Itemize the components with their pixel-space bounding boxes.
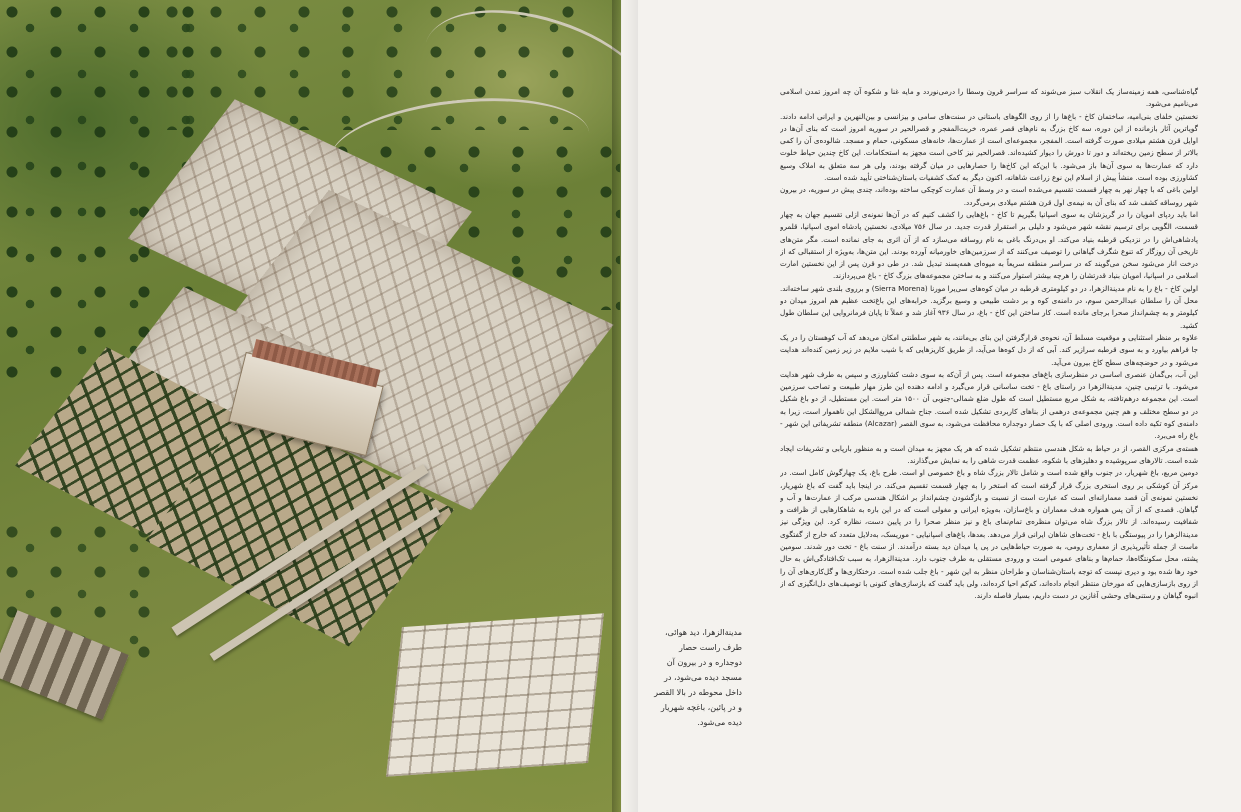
paragraph: گیاه‌شناسی، همه زمینه‌ساز یک انقلاب سبز می‌شوند که سراسر قرون وسطا را درمی‌نوردد و مایه غنا و شکوه آن چه امروز تمدن اسلامی می‌نامیم می‌شود. <box>780 87 1198 109</box>
mosque-excavation <box>386 613 604 777</box>
photo-caption: مدینة‌الزهرا، دید هوائی، طرف راست حصار دوجداره و در بیرون آن مسجد دیده می‌شود، در داخل محوطه در بالا القصر و در پائین، باغچه شهریار دیده می‌شود. <box>654 628 742 727</box>
paragraph: این آب، بی‌گمان عنصری اساسی در منظرسازی باغ‌های مجموعه است. پس از آن‌که به سوی دشت کشاورزی و سپس به طرف شهر هدایت می‌شود. با ترتیبی چنین، مدینة‌الزهرا در راستای باغ - تخت ساسانی قرار می‌گیرد و ادامه دهنده این طرز مهار طبیعت و تصاحب سرزمین است. این مجموعه درهم‌تافته، به شکل مربع مستطیل است که طول ضلع شمالی-جنوبی آن ۱۵۰۰ متر است. این مستطیل، از دو باغ شکیل در دو سطح مختلف و هم چنین مجموعه‌ی درهمی از بناهای کاربردی تشکیل شده است. جناح شمالی مربع‌الشکل این ناهموار است، زیرا به دامنه‌ی کوه تکیه داده است. ورودی اصلی که با یک حصار دوجداره محافظت می‌شود، به سوی القصر (Alcazar) منطقه تشریفاتی این شهر - باغ راه می‌برد. <box>780 369 1198 441</box>
paragraph: علاوه بر منظر استثنایی و موقعیت مسلط آن، نحوه‌ی قرارگرفتن این بنای بی‌مانند، به شهر سلطنتی امکان می‌دهد که آب کوهستان را در یک جا فراهم بیاورد و به سوی قرطبه سرازیر کند. آبی که از دل کوه‌ها می‌آید، از طریق کاریزهایی که با شیب ملایم در زیر زمین کنده‌اند هدایت می‌شود و در حوضچه‌های سطح کاخ بیرون می‌آید. <box>780 332 1198 367</box>
paragraph: اولین کاخ - باغ را به نام مدینة‌الزهرا، در دو کیلومتری قرطبه در میان کوه‌های سی‌یرا مورنا (Sierra Morena) و برروی بلندی شهر ساخته‌اند. محل آن را سلطان عبدالرحمن سوم، در دامنه‌ی کوه و بر دشت طبیعی و وسیع برگزید. خرابه‌های این باغ‌تخت عظیم هم امروز میدان دو کیلومتر و به چشم‌انداز صحرا برجای مانده است. کار ساختن این کاخ - باغ، در سال ۹۳۶ آغاز شد و عملاً تا پایان فرمانروایی این سلطان طول کشید. <box>780 283 1198 330</box>
paragraph: دومین مربع، باغ شهریار، در جنوب واقع شده است و شامل تالار بزرگ شاه و باغ خصوصی او است. طرح باغ، یک چهارگوش کامل است. در مرکز آن کوشکی بر روی استخری بزرگ قرار گرفته است که استخر را به چهار قسمت تقسیم می‌کند. در اینجا باید گفت که باغ شهریار، نخستین نمونه‌ی آن قصد معمارانه‌ای است که عبارت است از نسبت و بازگشودن چشم‌انداز بر اشکال هندسی مرکب از عمارت‌ها و آب و گیاهان. قصدی که از آن پس همواره هدف معماران و باغ‌سازان، به‌ویژه ایرانی و مغولی است که در این باره به شاهکارهایی از ظرافت و شفافیت رسیده‌اند. از تالار بزرگ شاه می‌توان منظره‌ی تمام‌نمای باغ و نیز منظر صحرا را در پایین دست، نظاره کرد. این ویژگی نیز مدینة‌الزهرا را در پیوستگی با باغ - تخت‌های شاهان ایرانی قرار می‌دهد. بعدها، باغ‌های اسپانیایی - موریسک، به‌دلایل متعدد که خارج از گفتگوی ماست از جمله تأثیرپذیری از معماری رومی، به صورت حیاط‌هایی در پی یا میدان دید بسته درآمدند. از سنت باغ - تخت دور شدند. سومین پشته، محل سکونتگاه‌ها، حمام‌ها و بناهای عمومی است و ورودی مستقلی به طرف جنوب دارد. مدینة‌الزهرا، به سبب تک‌افتادگی‌اش به حال خود رها شده بود و دیری نپست که توجه باستان‌شناسان و طراحان منظر به این شهر - باغ جلب شده است. درختکاری‌ها و گل‌کاری‌های آن را از روی بازسازی‌هایی که مورخان منتظر انجام داده‌اند، کم‌کم احیا کرده‌اند، ولی باید گفت که بازسازی‌های کنونی با توصیف‌های دل‌انگیزی که از انبوه گیاهان و رستنی‌های وحشی آغازین در دست داریم، بسیار فاصله دارند. <box>780 468 1198 601</box>
body-text <box>780 86 1198 802</box>
paragraph: هسته‌ی مرکزی القصر، از در حیاط به شکل هندسی منتظم تشکیل شده که هر یک مجهز به میدان است و به منظور بارپابی و تشریفات ایجاد شده است. تالارهای سرپوشیده و دهلیزهای با شکوه، عظمت قدرت شاهی را به نمایش می‌گذارند. <box>780 443 1198 465</box>
book-gutter <box>612 0 638 812</box>
paragraph: اولین باغی که با چهار نهر به چهار قسمت تقسیم می‌شده است و در وسط آن عمارت کوچکی ساخته بوده‌اند، چندی پیش در سوریه، در بیرون شهر روساقه کشف شد که بنای آن به نیمه‌ی اول قرن هشتم میلادی برمی‌گردد. <box>780 185 1198 207</box>
paragraph: نخستین خلفای بنی‌امیه، ساختمان کاخ - باغ‌ها را از روی الگوهای باستانی در سنت‌های سامی و بیزانسی و بین‌النهرین و ایرانی ادامه دادند. گویاترین آثار بازمانده از این دوره، سه کاخ بزرگ به نام‌های قصر عمره، خربت‌المفجر و قصرالحیر در سوریه امروز است که بنای آن‌ها در اوایل قرن هشتم میلادی صورت گرفته است. المفجر، مجموعه‌ای است از عمارت‌ها، خانه‌های مسکونی، حمام و مسجد. شالوده‌ی آن را کمی بالاتر از سطح زمین ریخته‌اند و دور تا دورش را دیوار کشیده‌اند. قصرالحیر نیز کاخی است مجهز به استحکامات. این کاخ چندین حیاط خلوت دارد که عمارت‌ها به سوی آن‌ها باز می‌شود. با این‌که این کاخ‌ها را حصارهایی در میان گرفته بودند، ولی هر سه متعلق به املاک وسیع کشاورزی بوده است. منشأ پیش از اسلام این نوع زراعت شاهانه، اکنون دیگر به کمک کشفیات باستان‌شناختی تأیید شده است. <box>780 111 1198 183</box>
paragraph: اما باید ردپای امویان را در گریزشان به سوی اسپانیا بگیریم تا کاخ - باغ‌هایی را کشف کنیم که در آن‌ها نمونه‌ی ازلی تقسیم جهان به چهار قسمت، الگویی برای ترسیم نقشه شهر می‌شود و دلیلی بر استقرار قدرت جدید. در سال ۷۵۶ میلادی، نخستین پادشاه اموی اسپانیا، قلمرو پادشاهی‌اش را در نزدیکی قرطبه بنیاد می‌کند. او بی‌درنگ باغی به نام روساقه می‌سازد که از آن اثری به جای نمانده است. مگر متن‌های تاریخی آن روزگار که تنوع شگرف گیاهانی را توصیف می‌کنند که از سرزمین‌های خاورمیانه آورده بودند. این متن‌ها، به‌ویژه از استقبالی که از درخت انار می‌شود سخن می‌گویند که در سراسر منطقه سریعاً به میوه‌ای همه‌پسند تبدیل شد. در طی دو قرن پس از این نخستین امارت اسلامی در اسپانیا، امویان بنیاد قدرتشان را هرچه بیشتر استوار می‌کنند و به ساختن مجموعه‌های بزرگ کاخ - باغ می‌پردازند. <box>780 209 1198 281</box>
